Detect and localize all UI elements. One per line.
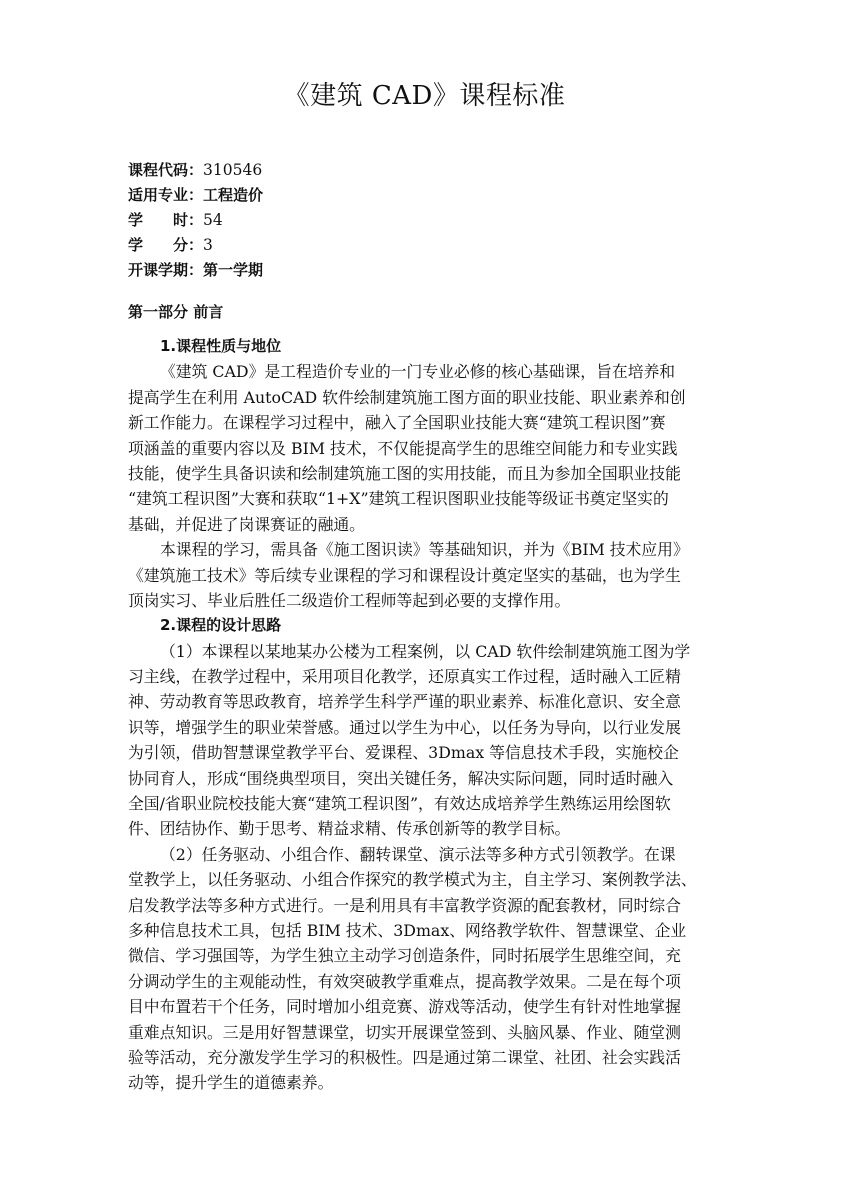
paragraph-2: 本课程的学习，需具备《施工图识读》等基础知识，并为《BIM 技术应用》 《建筑施工技术》等后续专业课程的学习和课程设计奠定坚实的基础，也为学生 顶岗实习、毕业后胜任二级造价工程师等起到必要的支撑作用。 <box>128 540 689 610</box>
subheading-design: 2.课程的设计思路 <box>160 616 282 635</box>
hours-row: 学 时：54 <box>128 211 223 229</box>
paragraph-4: （2）任务驱动、小组合作、翻转课堂、演示法等多种方式引领教学。在课 堂教学上，以任务驱动、小组合作探究的教学模式为主，自主学习、案例教学法、 启发教学法等多种方式进行。一是利用具有丰富教学资源的配套教材，同时综合 多种信息技术工具，包括 BIM 技术、3Dmax、网络教学软件、智慧课堂、企业 微信、学习强国等，为学生独立主动学习创造条件，同时拓展学生思维空间，充 分调动学生的主观能动性，有效突破教学重难点，提高教学效果。二是在每个项 目中布置若干个任务，同时增加小组竞赛、游戏等活动，使学生有针对性地掌握 重难点知识。三是用好智慧课堂，切实开展课堂签到、头脑风暴、作业、随堂测 验等活动，充分激发学生学习的积极性。四是通过第二课堂、社团、社会实践活 动等，提升学生的道德素养。 <box>128 844 697 1093</box>
semester-row: 开课学期：第一学期 <box>128 261 264 279</box>
credits-row: 学 分：3 <box>128 236 213 254</box>
paragraph-1: 《建筑 CAD》是工程造价专业的一门专业必修的核心基础课，旨在培养和 提高学生在利用 AutoCAD 软件绘制建筑施工图方面的职业技能、职业素养和创 新工作能力。在课程学习过程中，融入了全国职业技能大赛“建筑工程识图”赛 项涵盖的重要内容以及 BIM 技术，不仅能提高学生的思维空间能力和专业实践 技能，使学生具备识读和绘制建筑施工图的实用技能，而且为参加全国职业技能 “建筑工程识图”大赛和获取“1+X”建筑工程识图职业技能等级证书奠定坚实的 基础，并促进了岗课赛证的融通。 <box>128 362 686 534</box>
document-title: 《建筑 CAD》课程标准 <box>283 81 566 111</box>
major-row: 适用专业：工程造价 <box>128 186 264 204</box>
section-heading: 第一部分 前言 <box>128 303 224 321</box>
paragraph-3: （1）本课程以某地某办公楼为工程案例，以 CAD 软件绘制建筑施工图为学 习主线，在教学过程中，采用项目化教学，还原真实工作过程，适时融入工匠精 神、劳动教育等思政教育，培养学生科学严谨的职业素养、标准化意识、安全意 识等，增强学生的职业荣誉感。通过以学生为中心，以任务为导向，以行业发展 为引领，借助智慧课堂教学平台、爱课程、3Dmax 等信息技术手段，实施校企 协同育人，形成“围绕典型项目，突出关键任务，解决实际问题，同时适时融入 全国/省职业院校技能大赛“建筑工程识图”，有效达成培养学生熟练运用绘图软 件、团结协作、勤于思考、精益求精、传承创新等的教学目标。 <box>128 641 691 839</box>
course-code-row: 课程代码：310546 <box>128 161 263 179</box>
course-info <box>128 158 728 283</box>
subheading-nature: 1.课程性质与地位 <box>160 337 282 355</box>
section-body <box>128 334 724 1096</box>
